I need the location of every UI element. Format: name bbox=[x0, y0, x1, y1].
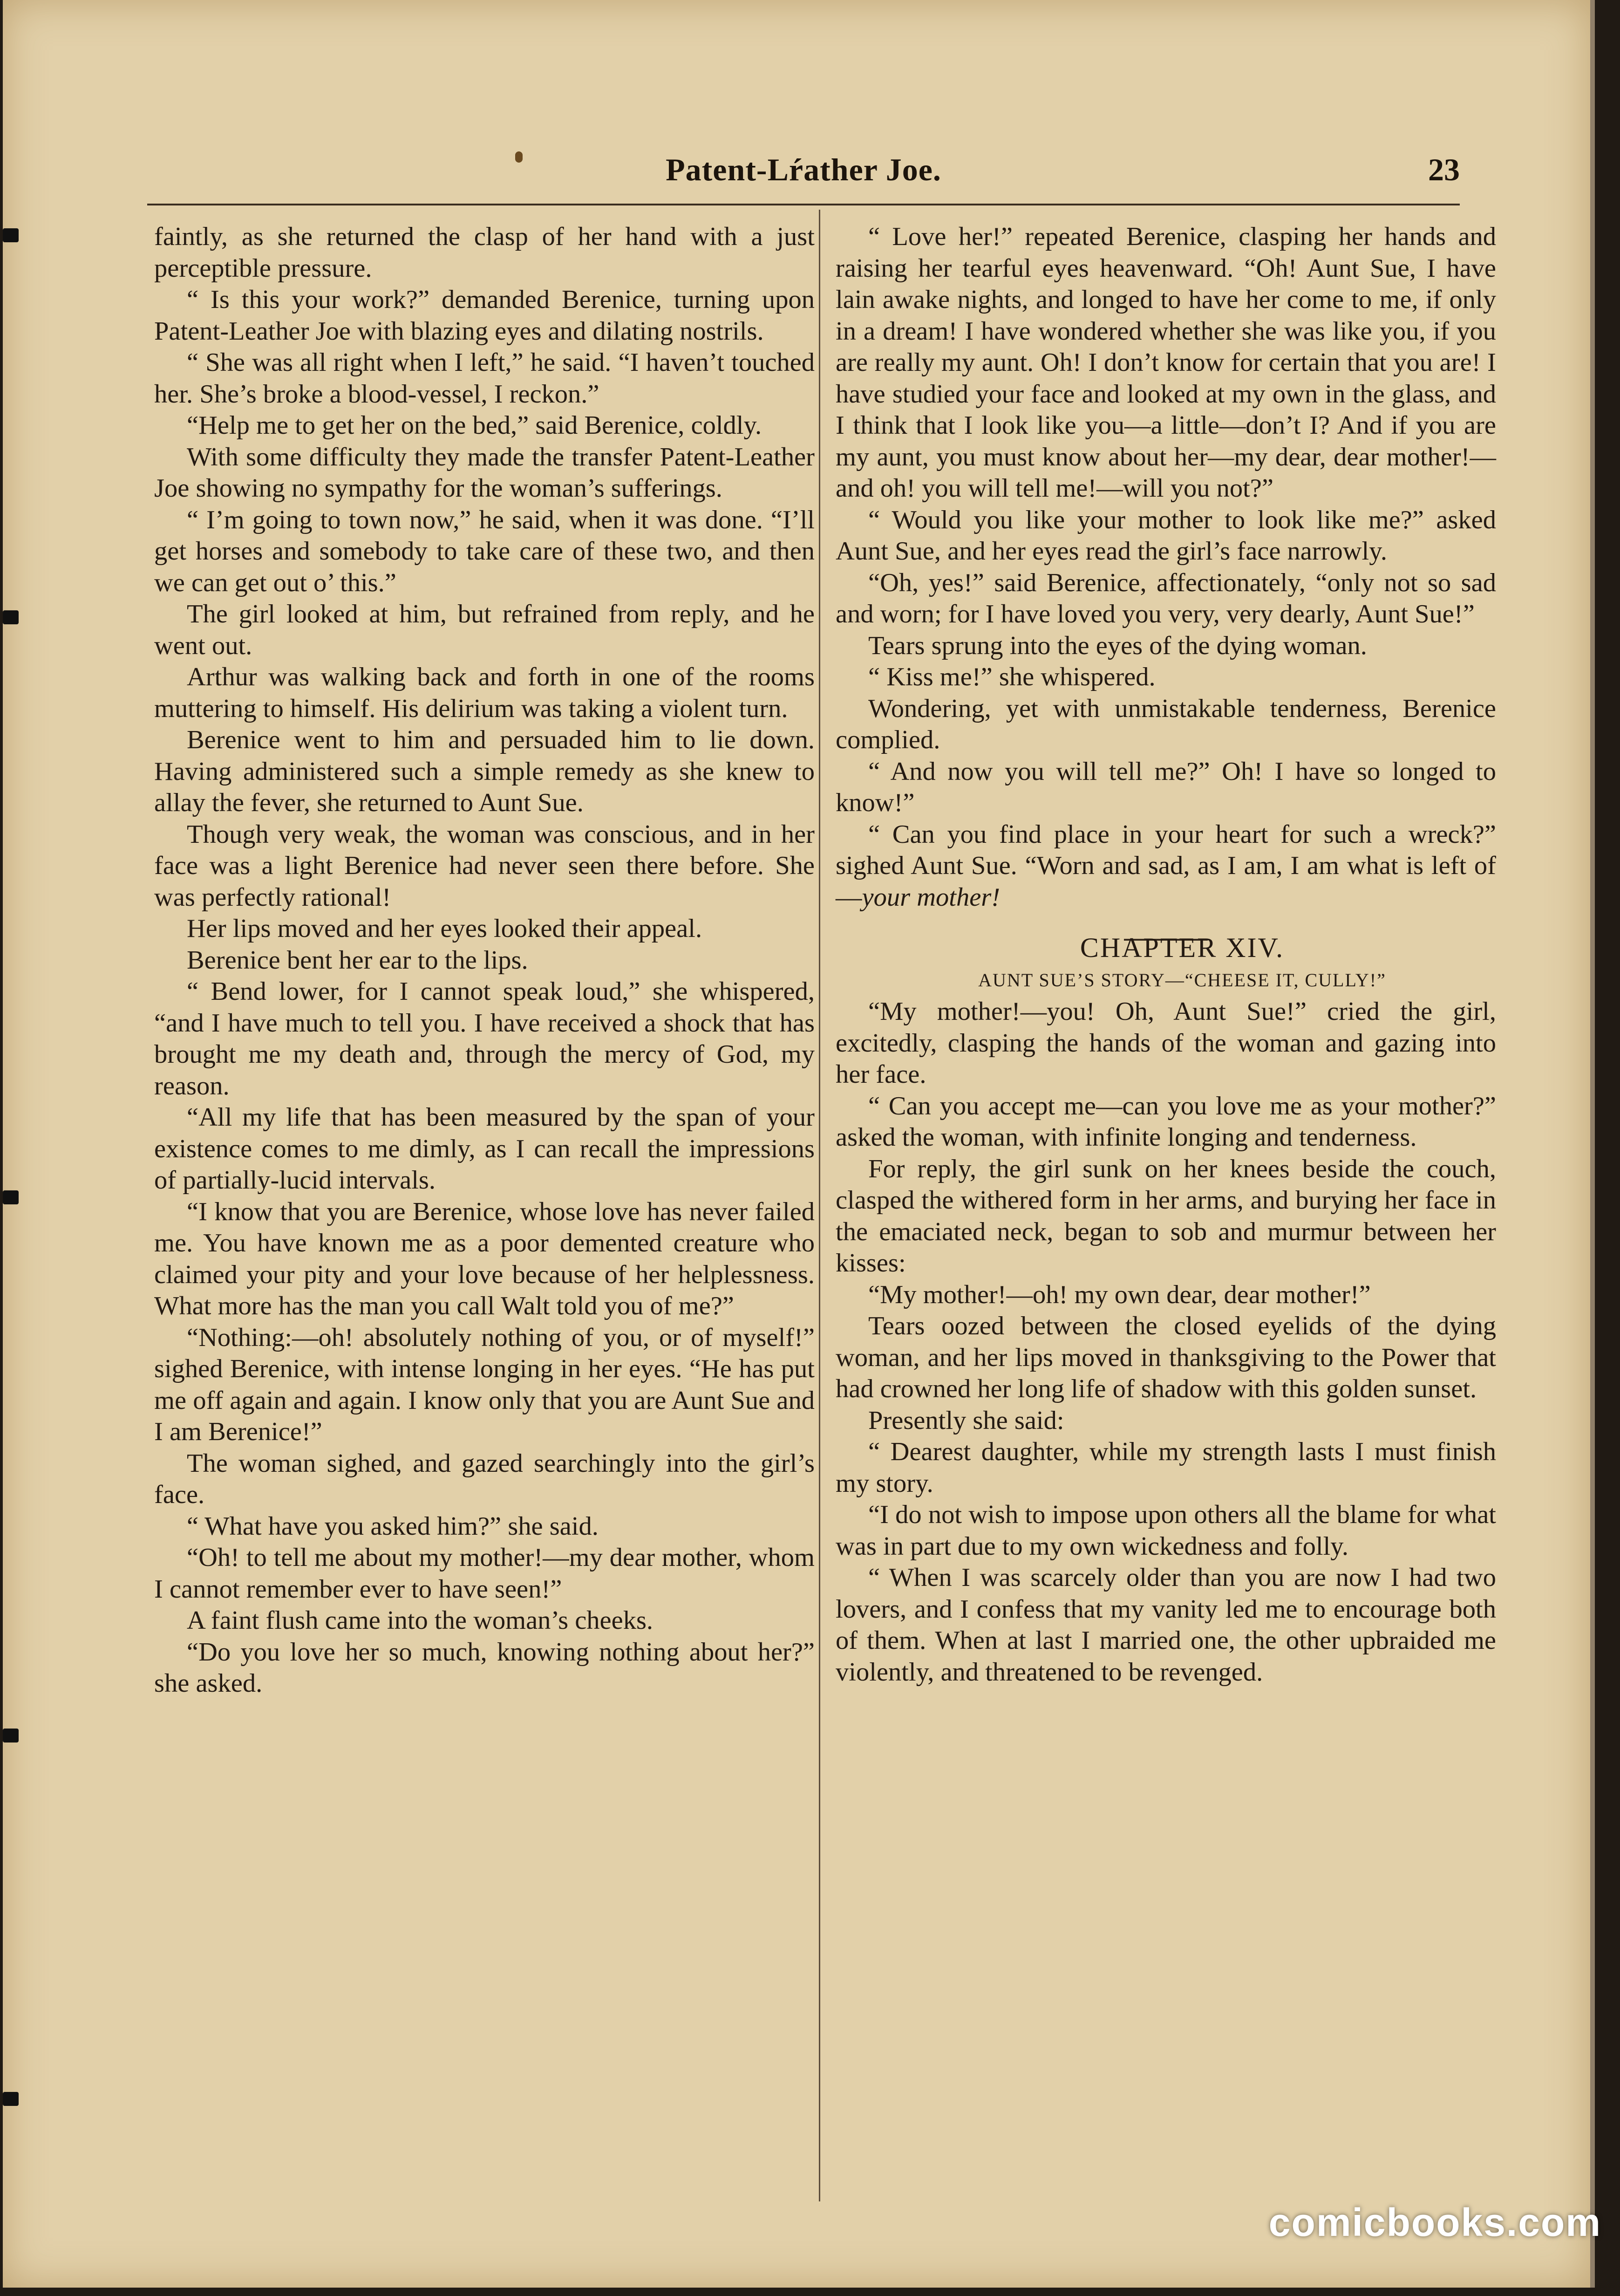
binding-mark bbox=[3, 1729, 19, 1742]
paragraph bbox=[836, 505, 1496, 567]
paragraph bbox=[154, 1448, 815, 1511]
paragraph-text: With some difficulty they made the transfer Patent-Leather Joe showing no sympathy for the woman’s sufferings. bbox=[154, 442, 815, 503]
paragraph bbox=[154, 410, 815, 442]
chapter-heading: CHAPTER XIV. bbox=[1080, 932, 1285, 963]
paragraph-text: “ And now you will tell me?” Oh! I have so longed to know!” bbox=[836, 757, 1496, 817]
paragraph-text: A faint flush came into the woman’s cheeks. bbox=[187, 1606, 653, 1635]
paragraph bbox=[836, 630, 1496, 662]
paragraph bbox=[836, 693, 1496, 756]
paragraph-text: “ Love her!” repeated Berenice, clasping her hands and raising her tearful eyes heavenward. “Oh! Aunt Sue, I have lain awake nights, and longed to have her come to me, if only in a dream! I have wondered whether she was like you, if you are really my aunt. Oh! I don’t know for certain that you are! I have studied your face and looked at my own in the glass, and I think that I look like you—a little—don’t I? And if you are my aunt, you must know about her—my dear, dear mother!—and oh! you will tell me!—will you not?” bbox=[836, 222, 1496, 503]
paragraph-text: “ Would you like your mother to look like me?” asked Aunt Sue, and her eyes read the girl’s face narrowly. bbox=[836, 505, 1496, 566]
right-column bbox=[836, 221, 1496, 1688]
paragraph-text: “Nothing:—oh! absolutely nothing of you, or of myself!” sighed Berenice, with intense longing in her eyes. “He has put me off again and again. I know only that you are Aunt Sue and I am Berenice!” bbox=[154, 1323, 815, 1446]
paragraph bbox=[836, 662, 1496, 693]
paragraph bbox=[154, 284, 815, 347]
paragraph-text: “Do you love her so much, knowing nothing about her?” she asked. bbox=[154, 1637, 815, 1698]
paragraph-text: “ Kiss me!” she whispered. bbox=[868, 663, 1156, 691]
paragraph-text: Tears oozed between the closed eyelids of the dying woman, and her lips moved in thanksgiving to the Power that had crowned her long life of shadow with this golden sunset. bbox=[836, 1312, 1496, 1403]
paragraph-text: “ What have you asked him?” she said. bbox=[187, 1511, 599, 1541]
paragraph bbox=[154, 945, 815, 977]
paragraph bbox=[154, 1196, 815, 1322]
paragraph bbox=[836, 221, 1496, 505]
page-number: 23 bbox=[1428, 152, 1460, 187]
paragraph-text: Arthur was walking back and forth in one of the rooms muttering to himself. His delirium was taking a violent turn. bbox=[154, 663, 815, 723]
paragraph-text: “ She was all right when I left,” he said. “I haven’t touched her. She’s broke a blood-vessel, I reckon.” bbox=[154, 348, 815, 409]
paragraph-text: Wondering, yet with unmistakable tenderness, Berenice complied. bbox=[836, 694, 1496, 754]
paragraph-text: “ I’m going to town now,” he said, when it was done. “I’ll get horses and somebody to take care of these two, and then we can get out o’ this.” bbox=[154, 505, 815, 597]
paragraph bbox=[154, 1322, 815, 1448]
paragraph-text: “Oh, yes!” said Berenice, affectionately, “only not so sad and worn; for I have loved you very, very dearly, Aunt Sue!” bbox=[836, 568, 1496, 629]
right-column-upper bbox=[836, 221, 1496, 913]
paragraph-text: “Help me to get her on the bed,” said Berenice, coldly. bbox=[187, 411, 762, 440]
paragraph bbox=[154, 347, 815, 410]
paragraph-text: “All my life that has been measured by the span of your existence comes to me dimly, as I can recall the impressions of partially-lucid intervals. bbox=[154, 1103, 815, 1195]
paragraph bbox=[154, 599, 815, 662]
paragraph bbox=[836, 1154, 1496, 1279]
paragraph bbox=[154, 1102, 815, 1196]
paragraph bbox=[154, 1511, 815, 1543]
column-divider bbox=[819, 210, 820, 2201]
paragraph-text: “ Bend lower, for I cannot speak loud,” she whispered, “and I have much to tell you. I have received a shock that has brought me my death and, through the mercy of God, my reason. bbox=[154, 977, 815, 1100]
paragraph-text: Berenice bent her ear to the lips. bbox=[187, 945, 528, 975]
paragraph bbox=[836, 1562, 1496, 1688]
paragraph-text: “My mother!—you! Oh, Aunt Sue!” cried the girl, excitedly, clasping the hands of the woman and gazing into her face. bbox=[836, 997, 1496, 1089]
paragraph bbox=[836, 1091, 1496, 1154]
paragraph-text: Berenice went to him and persuaded him to lie down. Having administered such a simple remedy as she knew to allay the fever, she returned to Aunt Sue. bbox=[154, 725, 815, 817]
binding-mark bbox=[3, 610, 19, 624]
paragraph-text: “ Is this your work?” demanded Berenice, turning upon Patent-Leather Joe with blazing eyes and dilating nostrils. bbox=[154, 285, 815, 346]
paragraph bbox=[154, 913, 815, 945]
paragraph bbox=[836, 567, 1496, 630]
binding-mark bbox=[3, 228, 19, 242]
paragraph bbox=[154, 976, 815, 1102]
paragraph-text: The woman sighed, and gazed searchingly into the girl’s face. bbox=[154, 1449, 815, 1509]
paragraph-text: For reply, the girl sunk on her knees beside the couch, clasped the withered form in her arms, and burying her face in the emaciated neck, began to sob and murmur between her kisses: bbox=[836, 1154, 1496, 1278]
paragraph-text: “ Can you accept me—can you love me as your mother?” asked the woman, with infinite longing and tenderness. bbox=[836, 1091, 1496, 1152]
paragraph-text: “I do not wish to impose upon others all the blame for what was in part due to my own wickedness and folly. bbox=[836, 1500, 1496, 1561]
chapter-subtitle: AUNT SUE’S STORY—“CHEESE IT, CULLY!” bbox=[978, 970, 1386, 991]
paragraph-text: “ Dearest daughter, while my strength lasts I must finish my story. bbox=[836, 1437, 1496, 1498]
paragraph-text: “ When I was scarcely older than you are now I had two lovers, and I confess that my vanity led me to encourage both of them. When at last I married one, the other upbraided me violently, and threatened to be revenged. bbox=[836, 1563, 1496, 1687]
right-column-lower bbox=[836, 996, 1496, 1688]
paragraph bbox=[836, 1405, 1496, 1437]
paragraph bbox=[154, 724, 815, 819]
paragraph-text: Presently she said: bbox=[868, 1406, 1064, 1435]
paragraph bbox=[836, 756, 1496, 819]
left-column bbox=[154, 221, 815, 1700]
paragraph bbox=[836, 1279, 1496, 1311]
paragraph-text: “ Can you find place in your heart for such a wreck?” sighed Aunt Sue. “Worn and sad, as I am, I am what is left of— bbox=[836, 820, 1496, 912]
paragraph bbox=[836, 1499, 1496, 1562]
paragraph bbox=[836, 1436, 1496, 1499]
paragraph bbox=[836, 1311, 1496, 1405]
section-divider bbox=[836, 917, 1496, 926]
paragraph-text: Her lips moved and her eyes looked their appeal. bbox=[187, 914, 702, 943]
paragraph bbox=[154, 662, 815, 724]
binding-mark bbox=[3, 1190, 19, 1204]
paragraph bbox=[154, 505, 815, 599]
book-page bbox=[3, 0, 1595, 2288]
header-rule bbox=[147, 204, 1460, 205]
paragraph-text: The girl looked at him, but refrained from reply, and he went out. bbox=[154, 600, 815, 660]
paragraph bbox=[154, 442, 815, 505]
paragraph-text: “Oh! to tell me about my mother!—my dear mother, whom I cannot remember ever to have seen!” bbox=[154, 1543, 815, 1604]
running-title: Patent-Lŕather Joe. bbox=[666, 152, 941, 187]
paragraph-text: “My mother!—oh! my own dear, dear mother!” bbox=[868, 1280, 1371, 1309]
paragraph bbox=[154, 1542, 815, 1605]
paragraph bbox=[836, 819, 1496, 914]
italic-emphasis: your mother! bbox=[862, 882, 1001, 912]
paragraph-text: Tears sprung into the eyes of the dying woman. bbox=[868, 631, 1367, 660]
paragraph bbox=[836, 996, 1496, 1091]
binding-mark bbox=[3, 2092, 19, 2106]
paragraph bbox=[154, 1637, 815, 1700]
paragraph-text: faintly, as she returned the clasp of her hand with a just perceptible pressure. bbox=[154, 222, 815, 283]
paragraph bbox=[154, 1605, 815, 1637]
paragraph bbox=[154, 819, 815, 914]
paragraph bbox=[154, 221, 815, 284]
page-header bbox=[147, 142, 1460, 203]
paragraph-text: “I know that you are Berenice, whose love has never failed me. You have known me as a poor demented creature who claimed your pity and your love because of her helplessness. What more has the man you call Walt told you of me?” bbox=[154, 1197, 815, 1320]
paragraph-text: Though very weak, the woman was conscious, and in her face was a light Berenice had never seen there before. She was perfectly rational! bbox=[154, 820, 815, 912]
watermark: comicbooks.com bbox=[1268, 2200, 1601, 2244]
